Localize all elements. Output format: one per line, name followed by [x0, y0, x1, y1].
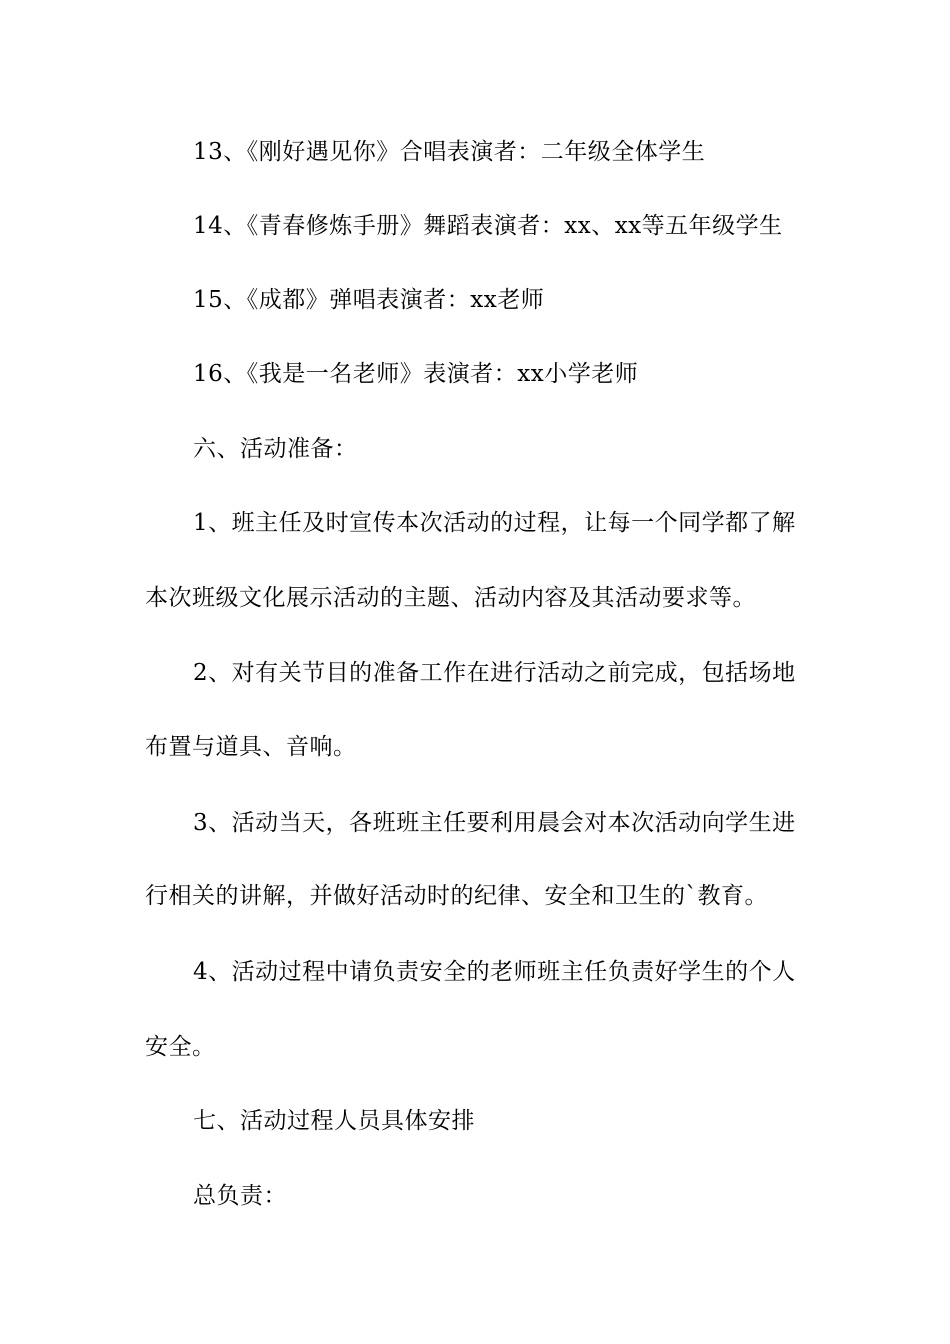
preparation-item-4-line-1: 4、活动过程中请负责安全的老师班主任负责好学生的个人 [193, 959, 796, 985]
program-item-14: 14、《青春修炼手册》舞蹈表演者：xx、xx等五年级学生 [193, 213, 783, 239]
program-item-13: 13、《刚好遇见你》合唱表演者：二年级全体学生 [193, 139, 706, 165]
section-heading-staffing: 七、活动过程人员具体安排 [193, 1108, 475, 1134]
section-heading-preparation: 六、活动准备： [193, 436, 358, 462]
preparation-item-1-line-2: 本次班级文化展示活动的主题、活动内容及其活动要求等。 [145, 585, 756, 611]
program-item-16: 16、《我是一名老师》表演者：xx小学老师 [193, 361, 639, 387]
program-item-15: 15、《成都》弹唱表演者：xx老师 [193, 287, 545, 313]
preparation-item-3-line-2: 行相关的讲解，并做好活动时的纪律、安全和卫生的`教育。 [145, 883, 768, 909]
preparation-item-3-line-1: 3、活动当天，各班班主任要利用晨会对本次活动向学生进 [193, 810, 796, 836]
preparation-item-1-line-1: 1、班主任及时宣传本次活动的过程，让每一个同学都了解 [193, 510, 796, 536]
preparation-item-4-line-2: 安全。 [145, 1034, 216, 1060]
preparation-item-2-line-2: 布置与道具、音响。 [145, 734, 357, 760]
overall-responsible-label: 总负责： [193, 1183, 287, 1209]
preparation-item-2-line-1: 2、对有关节目的准备工作在进行活动之前完成，包括场地 [193, 660, 796, 686]
